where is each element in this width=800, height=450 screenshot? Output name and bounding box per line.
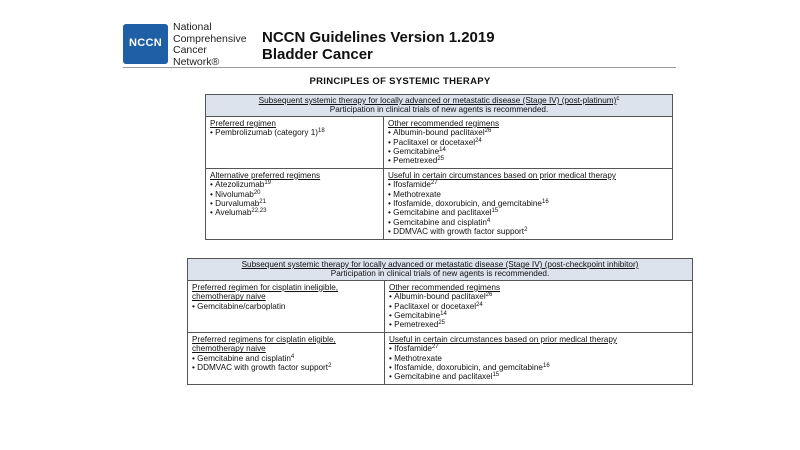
regimen-item: • Gemcitabine and cisplatin$^4$ [388, 218, 668, 227]
regimen-item: • Pemetrexed$^{25}$ [389, 320, 688, 329]
other-recommended-cell [385, 280, 693, 332]
regimen-item: • Paclitaxel or docetaxel$^{24}$ [388, 138, 668, 147]
regimen-item: • Gemcitabine$^{14}$ [388, 147, 668, 156]
regimen-item: • DDMVAC with growth factor support$^2$ [388, 227, 668, 236]
regimen-item: • Albumin-bound paclitaxel$^{26}$ [388, 128, 668, 137]
org-line: Cancer [173, 44, 207, 56]
regimen-item: • DDMVAC with growth factor support$^2$ [192, 363, 380, 372]
regimen-item: • Durvalumab$^{21}$ [210, 199, 379, 208]
post-platinum-table [205, 94, 673, 240]
regimen-item: • Gemcitabine and paclitaxel$^{15}$ [388, 208, 668, 217]
regimen-item: • Gemcitabine/carboplatin [192, 302, 380, 311]
org-line: National [173, 21, 212, 33]
table-header-title: Subsequent systemic therapy for locally advanced or metastatic disease (Stage IV) (post-checkpoint inhibitor) [241, 260, 639, 269]
org-line: Network® [173, 55, 220, 68]
regimen-item: • Ifosfamide, doxorubicin, and gemcitabine$^{16}$ [389, 363, 688, 372]
footnote-ref: c [616, 96, 620, 102]
nccn-logo [123, 24, 168, 64]
regimen-item: • Ifosfamide$^{27}$ [389, 344, 688, 353]
cell-title: Preferred regimens for cisplatin eligible, [192, 334, 336, 344]
useful-circumstances-cell [385, 332, 693, 384]
cell-title: Preferred regimen [210, 118, 276, 128]
org-line: Comprehensive [173, 32, 247, 45]
cell-title: Useful in certain circumstances based on prior medical therapy [388, 170, 616, 180]
regimen-item: • Atezolizumab$^{19}$ [210, 180, 379, 189]
section-title: PRINCIPLES OF SYSTEMIC THERAPY [309, 76, 491, 87]
org-name [173, 22, 247, 68]
regimen-item: • Paclitaxel or docetaxel$^{24}$ [389, 302, 688, 311]
preferred-cell [188, 280, 385, 332]
table-header [206, 95, 673, 117]
cell-title: chemotherapy naive [192, 292, 266, 302]
post-checkpoint-inhibitor-table [187, 258, 693, 385]
cell-title: Preferred regimen for cisplatin ineligible, [192, 282, 339, 292]
header-divider [123, 67, 676, 68]
regimen-item: • Gemcitabine and paclitaxel$^{15}$ [389, 372, 688, 381]
table-header-note: Participation in clinical trials of new agents is recommended. [329, 105, 549, 115]
logo-acronym: NCCN [129, 37, 162, 49]
cell-title: Useful in certain circumstances based on prior medical therapy [389, 334, 617, 344]
other-recommended-cell [384, 116, 673, 168]
regimen-item: • Albumin-bound paclitaxel$^{26}$ [389, 292, 688, 301]
regimen-item: • Avelumab$^{22,23}$ [210, 208, 379, 217]
regimen-item: • Ifosfamide$^{27}$ [388, 180, 668, 189]
regimen-item: • Nivolumab$^{20}$ [210, 190, 379, 199]
table-header [188, 259, 693, 281]
alternative-preferred-cell [206, 168, 384, 239]
guideline-title: NCCN Guidelines Version 1.2019 [262, 29, 495, 46]
cell-title: Other recommended regimens [389, 282, 501, 292]
regimen-item: • Pembrolizumab (category 1)$^{18}$ [210, 128, 379, 137]
preferred-eligible-cell [188, 332, 385, 384]
table-header-note: Participation in clinical trials of new agents is recommended. [330, 269, 550, 279]
table-header-title: Subsequent systemic therapy for locally advanced or metastatic disease (Stage IV) (post-platinum) [258, 96, 617, 105]
regimen-item: • Methotrexate [389, 354, 688, 363]
guideline-subtitle: Bladder Cancer [262, 46, 373, 63]
cell-title: chemotherapy naive [192, 344, 266, 354]
regimen-item: • Methotrexate [388, 190, 668, 199]
useful-circumstances-cell [384, 168, 673, 239]
regimen-item: • Gemcitabine and cisplatin$^4$ [192, 354, 380, 363]
preferred-cell [206, 116, 384, 168]
cell-title: Alternative preferred regimens [210, 170, 321, 180]
regimen-item: • Gemcitabine$^{14}$ [389, 311, 688, 320]
cell-title: Other recommended regimens [388, 118, 500, 128]
regimen-item: • Ifosfamide, doxorubicin, and gemcitabine$^{16}$ [388, 199, 668, 208]
regimen-item: • Pemetrexed$^{25}$ [388, 156, 668, 165]
